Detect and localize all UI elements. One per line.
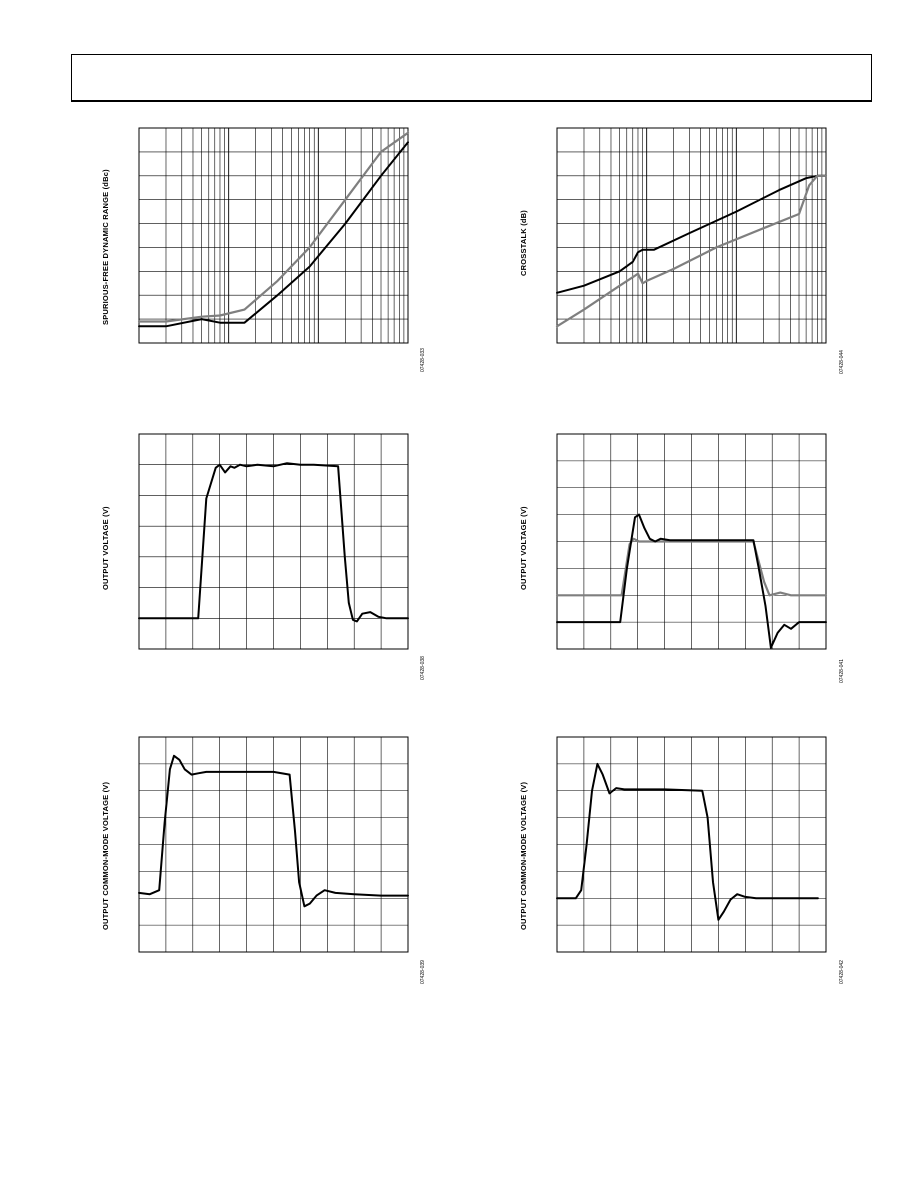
figure-number: 07428-038 <box>420 656 426 680</box>
output-voltage-pulse-chart-2 <box>557 434 826 649</box>
chart-plot-area <box>557 128 826 343</box>
crosstalk-vs-frequency-chart <box>557 128 826 343</box>
y-axis-label: CROSSTALK (dB) <box>519 210 528 276</box>
figure-number: 07428-033 <box>420 348 426 372</box>
output-common-mode-chart-1 <box>139 737 408 952</box>
series-line-gray <box>139 133 408 322</box>
y-axis-label: SPURIOUS-FREE DYNAMIC RANGE (dBc) <box>101 169 110 325</box>
chart-plot-area <box>557 737 826 952</box>
chart-plot-area <box>139 128 408 343</box>
page-header-box <box>71 54 872 102</box>
series-line-dark <box>557 176 826 293</box>
figure-number: 07428-044 <box>839 350 845 374</box>
plot-frame <box>557 128 826 343</box>
output-common-mode-chart-2 <box>557 737 826 952</box>
figure-number: 07428-042 <box>839 960 845 984</box>
plot-frame <box>139 128 408 343</box>
figure-number: 07428-041 <box>839 659 845 683</box>
figure-number: 07428-039 <box>420 960 426 984</box>
sfdr-vs-frequency-chart <box>139 128 408 343</box>
chart-plot-area <box>139 737 408 952</box>
series-line-dark <box>557 764 818 920</box>
y-axis-label: OUTPUT COMMON-MODE VOLTAGE (V) <box>519 781 528 930</box>
y-axis-label: OUTPUT COMMON-MODE VOLTAGE (V) <box>101 781 110 930</box>
series-line-gray <box>557 176 826 326</box>
output-voltage-pulse-chart-1 <box>139 434 408 649</box>
y-axis-label: OUTPUT VOLTAGE (V) <box>101 506 110 590</box>
chart-plot-area <box>139 434 408 649</box>
y-axis-label: OUTPUT VOLTAGE (V) <box>519 506 528 590</box>
chart-plot-area <box>557 434 826 649</box>
